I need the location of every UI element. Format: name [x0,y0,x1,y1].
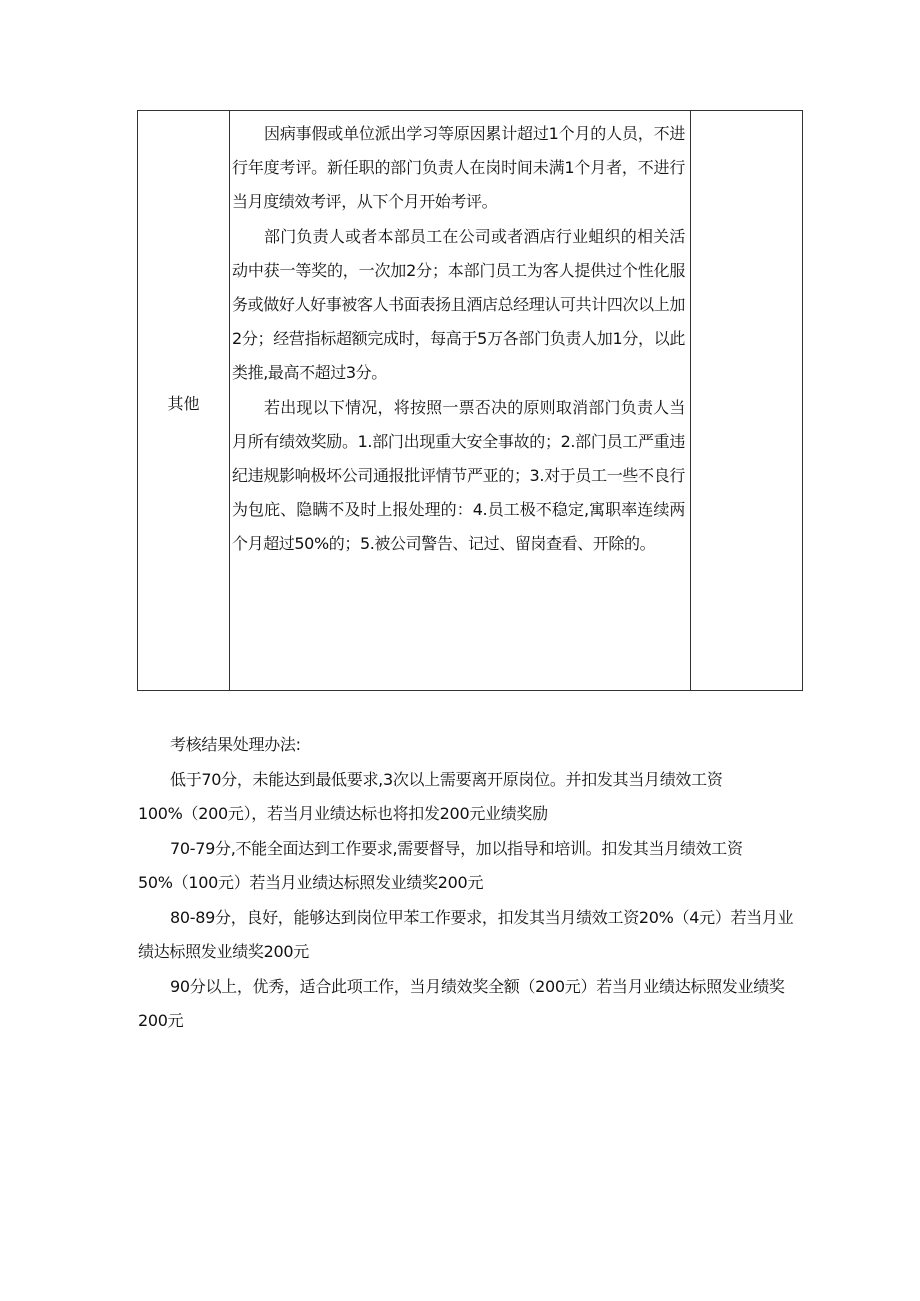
result-item: 70-79分,不能全面达到工作要求,需要督导，加以指导和培训。扣发其当月绩效工资50%（100元）若当月业绩达标照发业绩奖200元 [138,838,743,892]
result-item: 90分以上，优秀，适合此项工作，当月绩效奖全额（200元）若当月业绩达标照发业绩奖200元 [138,976,785,1030]
result-item: 低于70分，未能达到最低要求,3次以上需要离开原岗位。并扣发其当月绩效工资100%（200元），若当月业绩达标也将扣发200元业绩奖励 [138,769,723,823]
rule-paragraph: 部门负责人或者本部员工在公司或者酒店行业蛆织的相关活动中获一等奖的，一次加2分；本部门员工为客人提供过个性化服务或做好人好事被客人书面表扬且酒店总经理认可共计四次以上加2分；经营指标超额完成时，每高于5万各部门负责人加1分，以此类推,最高不超过3分。 [232,226,685,383]
empty-cell [691,111,802,690]
rule-paragraph: 若出现以下情况，将按照一票否决的原则取消部门负责人当月所有绩效奖励。1.部门出现重大安全事故的；2.部门员工严重违纪违规影响极坏公司通报批评情节严亚的；3.对于员工一些不良行为包庇、隐瞒不及时上报处理的：4.员工极不稳定,寓职率连续两个月超过50%的；5.被公司警告、记过、留岗查看、开除的。 [232,397,685,554]
results-heading: 考核结果处理办法: [170,735,301,754]
category-label: 其他 [167,394,200,413]
rule-paragraph: 因病事假或单位派出学习等原因累计超过1个月的人员，不进行年度考评。新任职的部门负责人在岗时间未满1个月者，不进行当月度绩效考评，从下个月开始考评。 [232,124,685,212]
results-section [138,728,804,1039]
result-item: 80-89分，良好，能够达到岗位甲苯工作要求，扣发其当月绩效工资20%（4元）若当月业绩达标照发业绩奖200元 [138,907,794,961]
category-cell [138,111,230,690]
content-cell [230,111,691,690]
evaluation-table [137,110,803,691]
